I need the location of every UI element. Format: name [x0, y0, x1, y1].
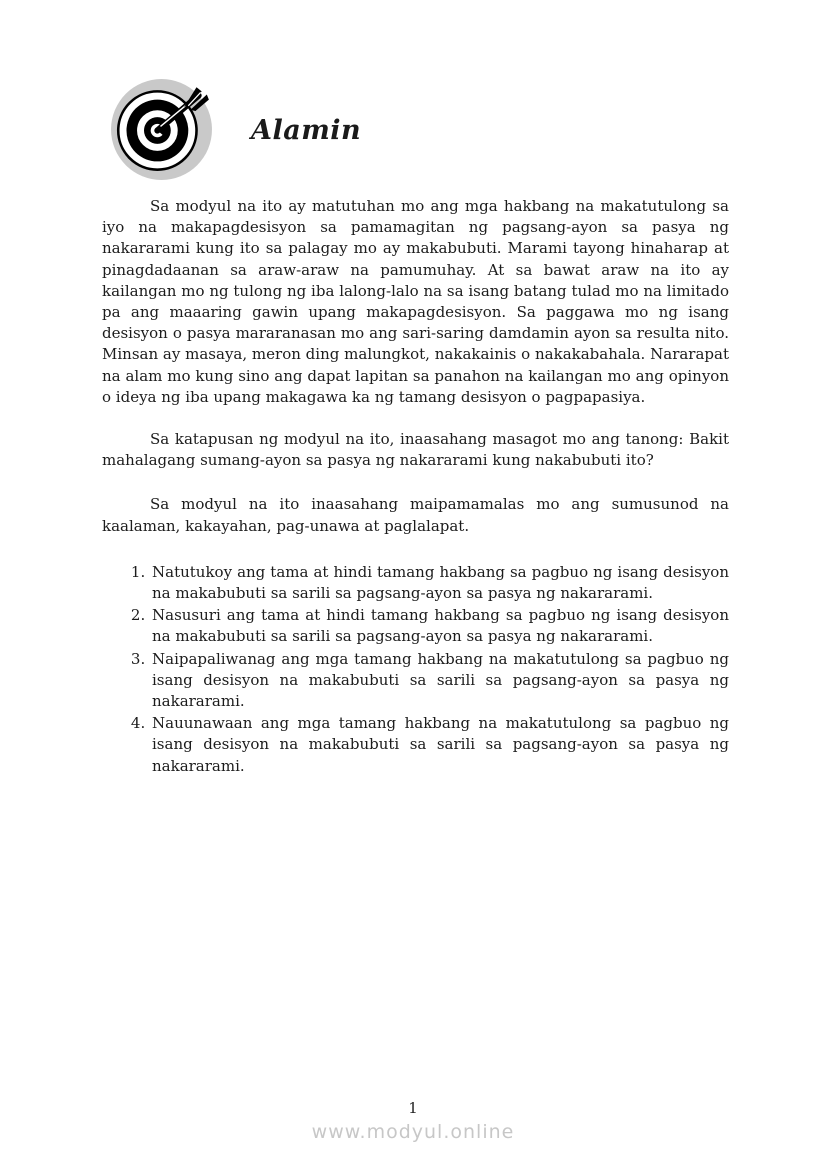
- intro-paragraph: Sa modyul na ito ay matutuhan mo ang mga hakbang na makatutulong sa iyo na makapagdesisyon sa pamamagitan ng pagsang-ayon sa pasya ng nakararami kung ito sa palagay mo ay makabubuti. Marami tayong hinaharap at pinagdadaanan sa araw-araw na pamumuhay. At sa bawat araw na ito ay kailangan mo ng tulong ng iba lalong-lalo na sa isang batang tulad mo na limitado pa ang maaaring gawin upang makapagdesisyon. Sa paggawa mo ng isang desisyon o pasya mararanasan mo ang sari-saring damdamin ayon sa resulta nito. Minsan ay masaya, meron ding malungkot, nakakainis o nakakabahala. Nararapat na alam mo kung sino ang dapat lapitan sa panahon na kailangan mo ang opinyon o ideya ng iba upang makagawa ka ng tamang desisyon o pagpapasiya.: [102, 197, 729, 406]
- objectives-lead-paragraph: Sa modyul na ito inaasahang maipamamalas mo ang sumusunod na kaalaman, kakayahan, pag-unawa at paglalapat.: [102, 495, 729, 535]
- objective-item-3: 3. Naipapaliwanag ang mga tamang hakbang na makatutulong sa pagbuo ng isang desisyon na makabubuti sa sarili sa pagsang-ayon sa pasya ng nakararami.: [150, 649, 729, 713]
- page-footer: [0, 1099, 826, 1169]
- objective-item-1: 1. Natutukoy ang tama at hindi tamang hakbang sa pagbuo ng isang desisyon na makabubuti sa sarili sa pagsang-ayon sa pasya ng nakararami.: [150, 562, 729, 604]
- body-content: [102, 196, 729, 778]
- objectives-list: [126, 562, 729, 777]
- section-header: [110, 78, 361, 181]
- watermark-text: www.modyul.online: [311, 1121, 515, 1143]
- guide-question-paragraph: Sa katapusan ng modyul na ito, inaasahang masagot mo ang tanong: Bakit mahalagang sumang-ayon sa pasya ng nakararami kung nakabubuti ito?: [102, 430, 729, 470]
- target-bullseye-icon: [110, 78, 213, 181]
- objective-item-2: 2. Nasusuri ang tama at hindi tamang hakbang sa pagbuo ng isang desisyon na makabubuti sa sarili sa pagsang-ayon sa pasya ng nakararami.: [150, 605, 729, 647]
- page-number: 1: [408, 1099, 418, 1117]
- objective-item-4: 4. Nauunawaan ang mga tamang hakbang na makatutulong sa pagbuo ng isang desisyon na makabubuti sa sarili sa pagsang-ayon sa pasya ng nakararami.: [150, 713, 729, 777]
- page-title: Alamin: [251, 115, 362, 146]
